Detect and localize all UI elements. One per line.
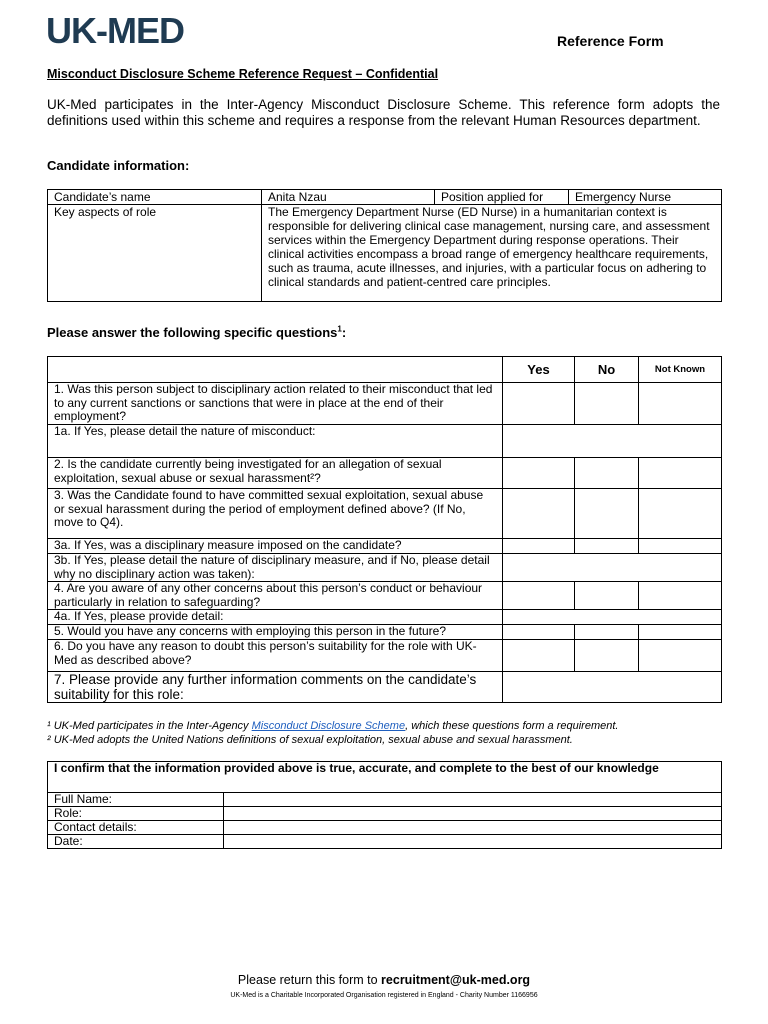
intro-paragraph: UK-Med participates in the Inter-Agency Misconduct Disclosure Scheme. This reference form adopts the definitions used within this scheme and requires a response from the relevant Human Resources department. [47,97,720,128]
q1-not-known-cell[interactable] [639,383,722,425]
col-yes: Yes [503,357,575,383]
col-not-known: Not Known [639,357,722,383]
question-1: 1. Was this person subject to disciplinary action related to their misconduct that led to any current sanctions or sanctions that were in place at the end of their employment? [48,383,503,425]
question-2: 2. Is the candidate currently being investigated for an allegation of sexual exploitation, sexual abuse or sexual harassment²? [48,458,503,489]
q5-yes-cell[interactable] [503,625,575,640]
uk-med-logo: UK-MED [46,10,184,51]
role-field[interactable] [224,807,722,821]
q5-not-known-cell[interactable] [639,625,722,640]
q6-yes-cell[interactable] [503,640,575,672]
q3-no-cell[interactable] [575,489,639,539]
return-instruction: Please return this form to recruitment@uk-med.org [237,973,531,987]
role-aspects-label: Key aspects of role [48,205,262,302]
question-4: 4. Are you aware of any other concerns about this person’s conduct or behaviour particularly in relation to safeguarding? [48,582,503,610]
q3a-yes-cell[interactable] [503,539,575,554]
q2-not-known-cell[interactable] [639,458,722,489]
footnote-1: ¹ UK-Med participates in the Inter-Agency Misconduct Disclosure Scheme, which these questions form a requirement. [47,720,619,732]
confirmation-table [47,761,722,849]
q6-no-cell[interactable] [575,640,639,672]
recruitment-email[interactable]: recruitment@uk-med.org [381,973,531,987]
full-name-field[interactable] [224,793,722,807]
q4-yes-cell[interactable] [503,582,575,610]
footnotes [47,719,618,747]
candidate-info-table [47,189,722,302]
question-1a: 1a. If Yes, please detail the nature of misconduct: [48,425,503,458]
question-3a: 3a. If Yes, was a disciplinary measure imposed on the candidate? [48,539,503,554]
questions-heading: Please answer the following specific questions$^1$: [47,324,347,340]
question-5: 5. Would you have any concerns with employing this person in the future? [48,625,503,640]
position-label: Position applied for [435,190,569,205]
contact-details-label: Contact details: [48,821,224,835]
full-name-label: Full Name: [48,793,224,807]
question-3b: 3b. If Yes, please detail the nature of disciplinary measure, and if No, please detail why no disciplinary action was taken): [48,554,503,582]
q4a-answer-cell[interactable] [503,610,722,625]
date-field[interactable] [224,835,722,849]
question-3: 3. Was the Candidate found to have committed sexual exploitation, sexual abuse or sexual harassment during the period of employment defined above? (If No, move to Q4). [48,489,503,539]
candidate-name-label: Candidate’s name [48,190,262,205]
q1-no-cell[interactable] [575,383,639,425]
q3a-no-cell[interactable] [575,539,639,554]
role-label: Role: [48,807,224,821]
q7-answer-cell[interactable] [503,672,722,703]
charity-notice: UK-Med is a Charitable Incorporated Organisation registered in England - Charity Number 1166956 [230,992,538,999]
q1a-answer-cell[interactable] [503,425,722,458]
q6-not-known-cell[interactable] [639,640,722,672]
candidate-info-heading: Candidate information: [47,158,190,173]
question-7: 7. Please provide any further information comments on the candidate’s suitability for this role: [48,672,503,703]
q2-no-cell[interactable] [575,458,639,489]
q3a-not-known-cell[interactable] [639,539,722,554]
q4-not-known-cell[interactable] [639,582,722,610]
question-6: 6. Do you have any reason to doubt this person’s suitability for the role with UK-Med as described above? [48,640,503,672]
position-value[interactable]: Emergency Nurse [569,190,722,205]
form-type-label: Reference Form [557,33,664,49]
q5-no-cell[interactable] [575,625,639,640]
col-no: No [575,357,639,383]
confirmation-statement: I confirm that the information provided above is true, accurate, and complete to the best of our knowledge [48,762,722,793]
questions-table [47,356,722,703]
question-4a: 4a. If Yes, please provide detail: [48,610,503,625]
q3-yes-cell[interactable] [503,489,575,539]
role-aspects-value[interactable]: The Emergency Department Nurse (ED Nurse) in a humanitarian context is responsible for delivering clinical case management, nursing care, and assessment services within the Emergency Department during response operations. Their clinical activities encompass a broad range of emergency healthcare requirements, such as trauma, acute illnesses, and injuries, with a particular focus on adhering to clinical standards and patient-centred care principles. [262,205,722,302]
q1-yes-cell[interactable] [503,383,575,425]
q4-no-cell[interactable] [575,582,639,610]
document-title: Misconduct Disclosure Scheme Reference Request – Confidential [47,67,439,81]
q3b-answer-cell[interactable] [503,554,722,582]
q2-yes-cell[interactable] [503,458,575,489]
misconduct-scheme-link[interactable]: Misconduct Disclosure Scheme [251,720,406,732]
candidate-name-value[interactable]: Anita Nzau [262,190,435,205]
date-label: Date: [48,835,224,849]
q3-not-known-cell[interactable] [639,489,722,539]
footnote-2: ² UK-Med adopts the United Nations definitions of sexual exploitation, sexual abuse and sexual harassment. [47,734,573,746]
contact-details-field[interactable] [224,821,722,835]
